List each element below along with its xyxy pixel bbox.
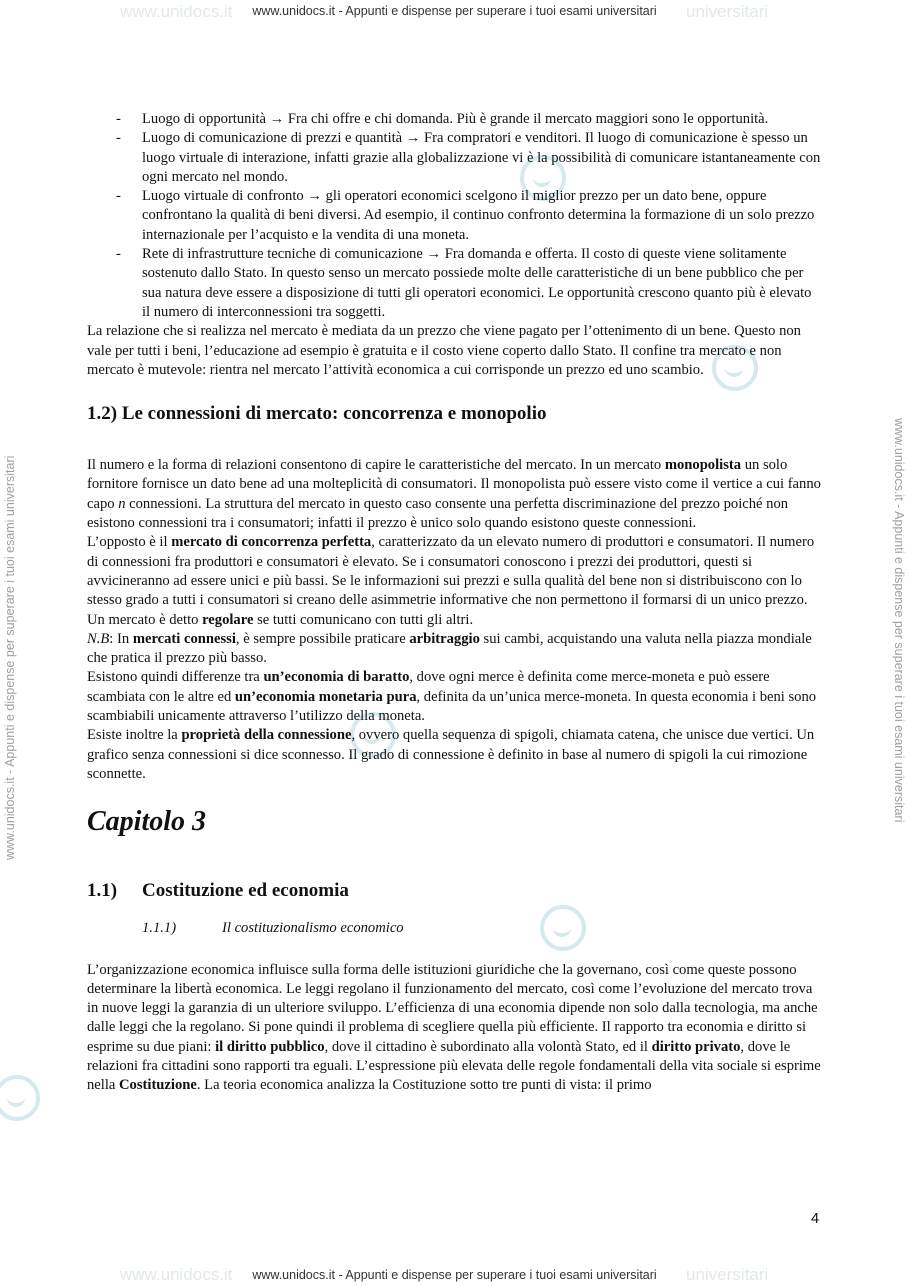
- list-item: - Luogo di opportunità → Fra chi offre e chi domanda. Più è grande il mercato maggiori sono le opportunità.: [116, 111, 769, 127]
- subsection-heading-1-1-1: 1.1.1) Il costituzionalismo economico: [142, 920, 404, 937]
- chapter-title: Capitolo 3: [87, 806, 207, 838]
- paragraph-costituzionalismo: L’organizzazione economica influisce sulla forma delle istituzioni giuridiche che la governano, così come queste possono determinare la libertà economica. Le leggi regolano il funzionamento del mercato, così come l’evoluzione del mercato trova in nuove leggi la garanzia di un ulteriore sviluppo. L’efficienza di una economia dipende non solo dalla tecnologia, ma anche dalle leggi che la regolano. Si pone quindi il problema di scegliere quella più efficiente. Il rapporto tra economia e diritto si esprime su due piani: il diritto pubblico, dove il cittadino è subordinato alla volontà Stato, ed il diritto privato, dove le relazioni fra cittadini sono rapporti tra eguali. L’espressione più elevata delle regole fondamentali della vita sociale si esprime nella Costituzione. La teoria economica analizza la Costituzione sotto tre punti di vista: il primo: [87, 961, 821, 1094]
- paragraph-concorrenza: L’opposto è il mercato di concorrenza perfetta, caratterizzato da un elevato numero di produttori e consumatori. Il numero di connessioni fra produttori e consumatori è elevato. Se i consumatori conoscono i prezzi dei produttori, questi si avvicineranno ad essere unici e più bassi. Se le informazioni sui prezzi e sulla qualità del bene non si distribuiscono con lo stesso grado a tutti i consumatori si creano delle asimmetrie informative che non permettono il formarsi di un unico prezzo. Un mercato è detto regolare se tutti comunicano con tutti gli altri.: [87, 534, 815, 628]
- paragraph-connessione: Esiste inoltre la proprietà della connessione, ovvero quella sequenza di spigoli, chiamata catena, che unisce due vertici. Un grafico senza connessioni si dice sconnesso. Il grado di connessione è definito in base al numero di spigoli la cui rimozione sconnette.: [87, 727, 815, 782]
- paragraph-relazione: La relazione che si realizza nel mercato è mediata da un prezzo che viene pagato per l’ottenimento di un bene. Questo non vale per tutti i beni, l’educazione ad esempio è gratuita e il costo viene coperto dallo Stato. Il confine tra mercato e non mercato è mutevole: rientra nel mercato l’attività economica a cui corrisponde un prezzo ed uno scambio.: [87, 323, 801, 378]
- watermark-footer: www.unidocs.it - Appunti e dispense per superare i tuoi esami universitari: [252, 1268, 657, 1282]
- watermark-header: www.unidocs.it - Appunti e dispense per superare i tuoi esami universitari: [252, 4, 657, 18]
- watermark-side-right: www.unidocs.it - Appunti e dispense per superare i tuoi esami universitari: [892, 418, 906, 823]
- section-heading-1-1: 1.1) Costituzione ed economia: [87, 880, 349, 902]
- paragraph-monopolio: Il numero e la forma di relazioni consentono di capire le caratteristiche del mercato. In un mercato monopolista un solo fornitore fornisce un dato bene ad una molteplicità di consumatori. Il monopolista può essere visto come il vertice a cui fanno capo n connessioni. La struttura del mercato in questo caso consente una perfetta discriminazione del prezzo poiché non esistono connessioni tra i consumatori; infatti il prezzo è unico solo quando esistono queste connessioni.: [87, 457, 821, 532]
- paragraph-nb: N.B: In mercati connessi, è sempre possibile praticare arbitraggio sui cambi, acquistando una valuta nella piazza mondiale che pratica il prezzo più basso.: [87, 630, 812, 667]
- document-body: [87, 110, 822, 1096]
- watermark-logo-icon: [0, 1075, 40, 1121]
- watermark-ghost-left: www.unidocs.it: [120, 2, 233, 21]
- watermark-ghost-right: universitari: [686, 2, 769, 21]
- section-heading-1-2: 1.2) Le connessioni di mercato: concorrenza e monopolio: [87, 403, 547, 425]
- list-item: - Rete di infrastrutture tecniche di comunicazione → Fra domanda e offerta. Il costo di queste viene solitamente sostenuto dallo Stato. In questo senso un mercato possiede molte delle caratteristiche di un bene pubblico che per sua natura deve essere a disposizione di tutti gli operatori economici. Le opportunità crescono quanto più è elevato il numero di interconnessioni tra soggetti.: [116, 246, 812, 320]
- page-number: 4: [811, 1211, 820, 1227]
- watermark-ghost-left-bottom: www.unidocs.it: [120, 1265, 233, 1284]
- list-item: - Luogo virtuale di confronto → gli operatori economici scelgono il miglior prezzo per un dato bene, oppure confrontano la qualità di beni diversi. Ad esempio, il continuo confronto determina la formazione di un solo prezzo internazionale per l’acquisto e la vendita di una moneta.: [116, 188, 815, 243]
- watermark-ghost-right-bottom: universitari: [686, 1265, 769, 1284]
- list-item: - Luogo di comunicazione di prezzi e quantità → Fra compratori e venditori. Il luogo di comunicazione è spesso un luogo virtuale di interazione, infatti grazie alla globalizzazione vi è la possibilità di comunicare istantaneamente con ogni mercato nel mondo.: [116, 130, 821, 185]
- bullet-list: [87, 110, 822, 322]
- watermark-side-left: www.unidocs.it - Appunti e dispense per superare i tuoi esami universitari: [3, 455, 17, 860]
- paragraph-baratto: Esistono quindi differenze tra un’economia di baratto, dove ogni merce è definita come merce-moneta e può essere scambiata con le altre ed un’economia monetaria pura, definita da un’unica merce-moneta. In questa economia i beni sono scambiabili unicamente attraverso l’utilizzo della moneta.: [87, 669, 817, 725]
